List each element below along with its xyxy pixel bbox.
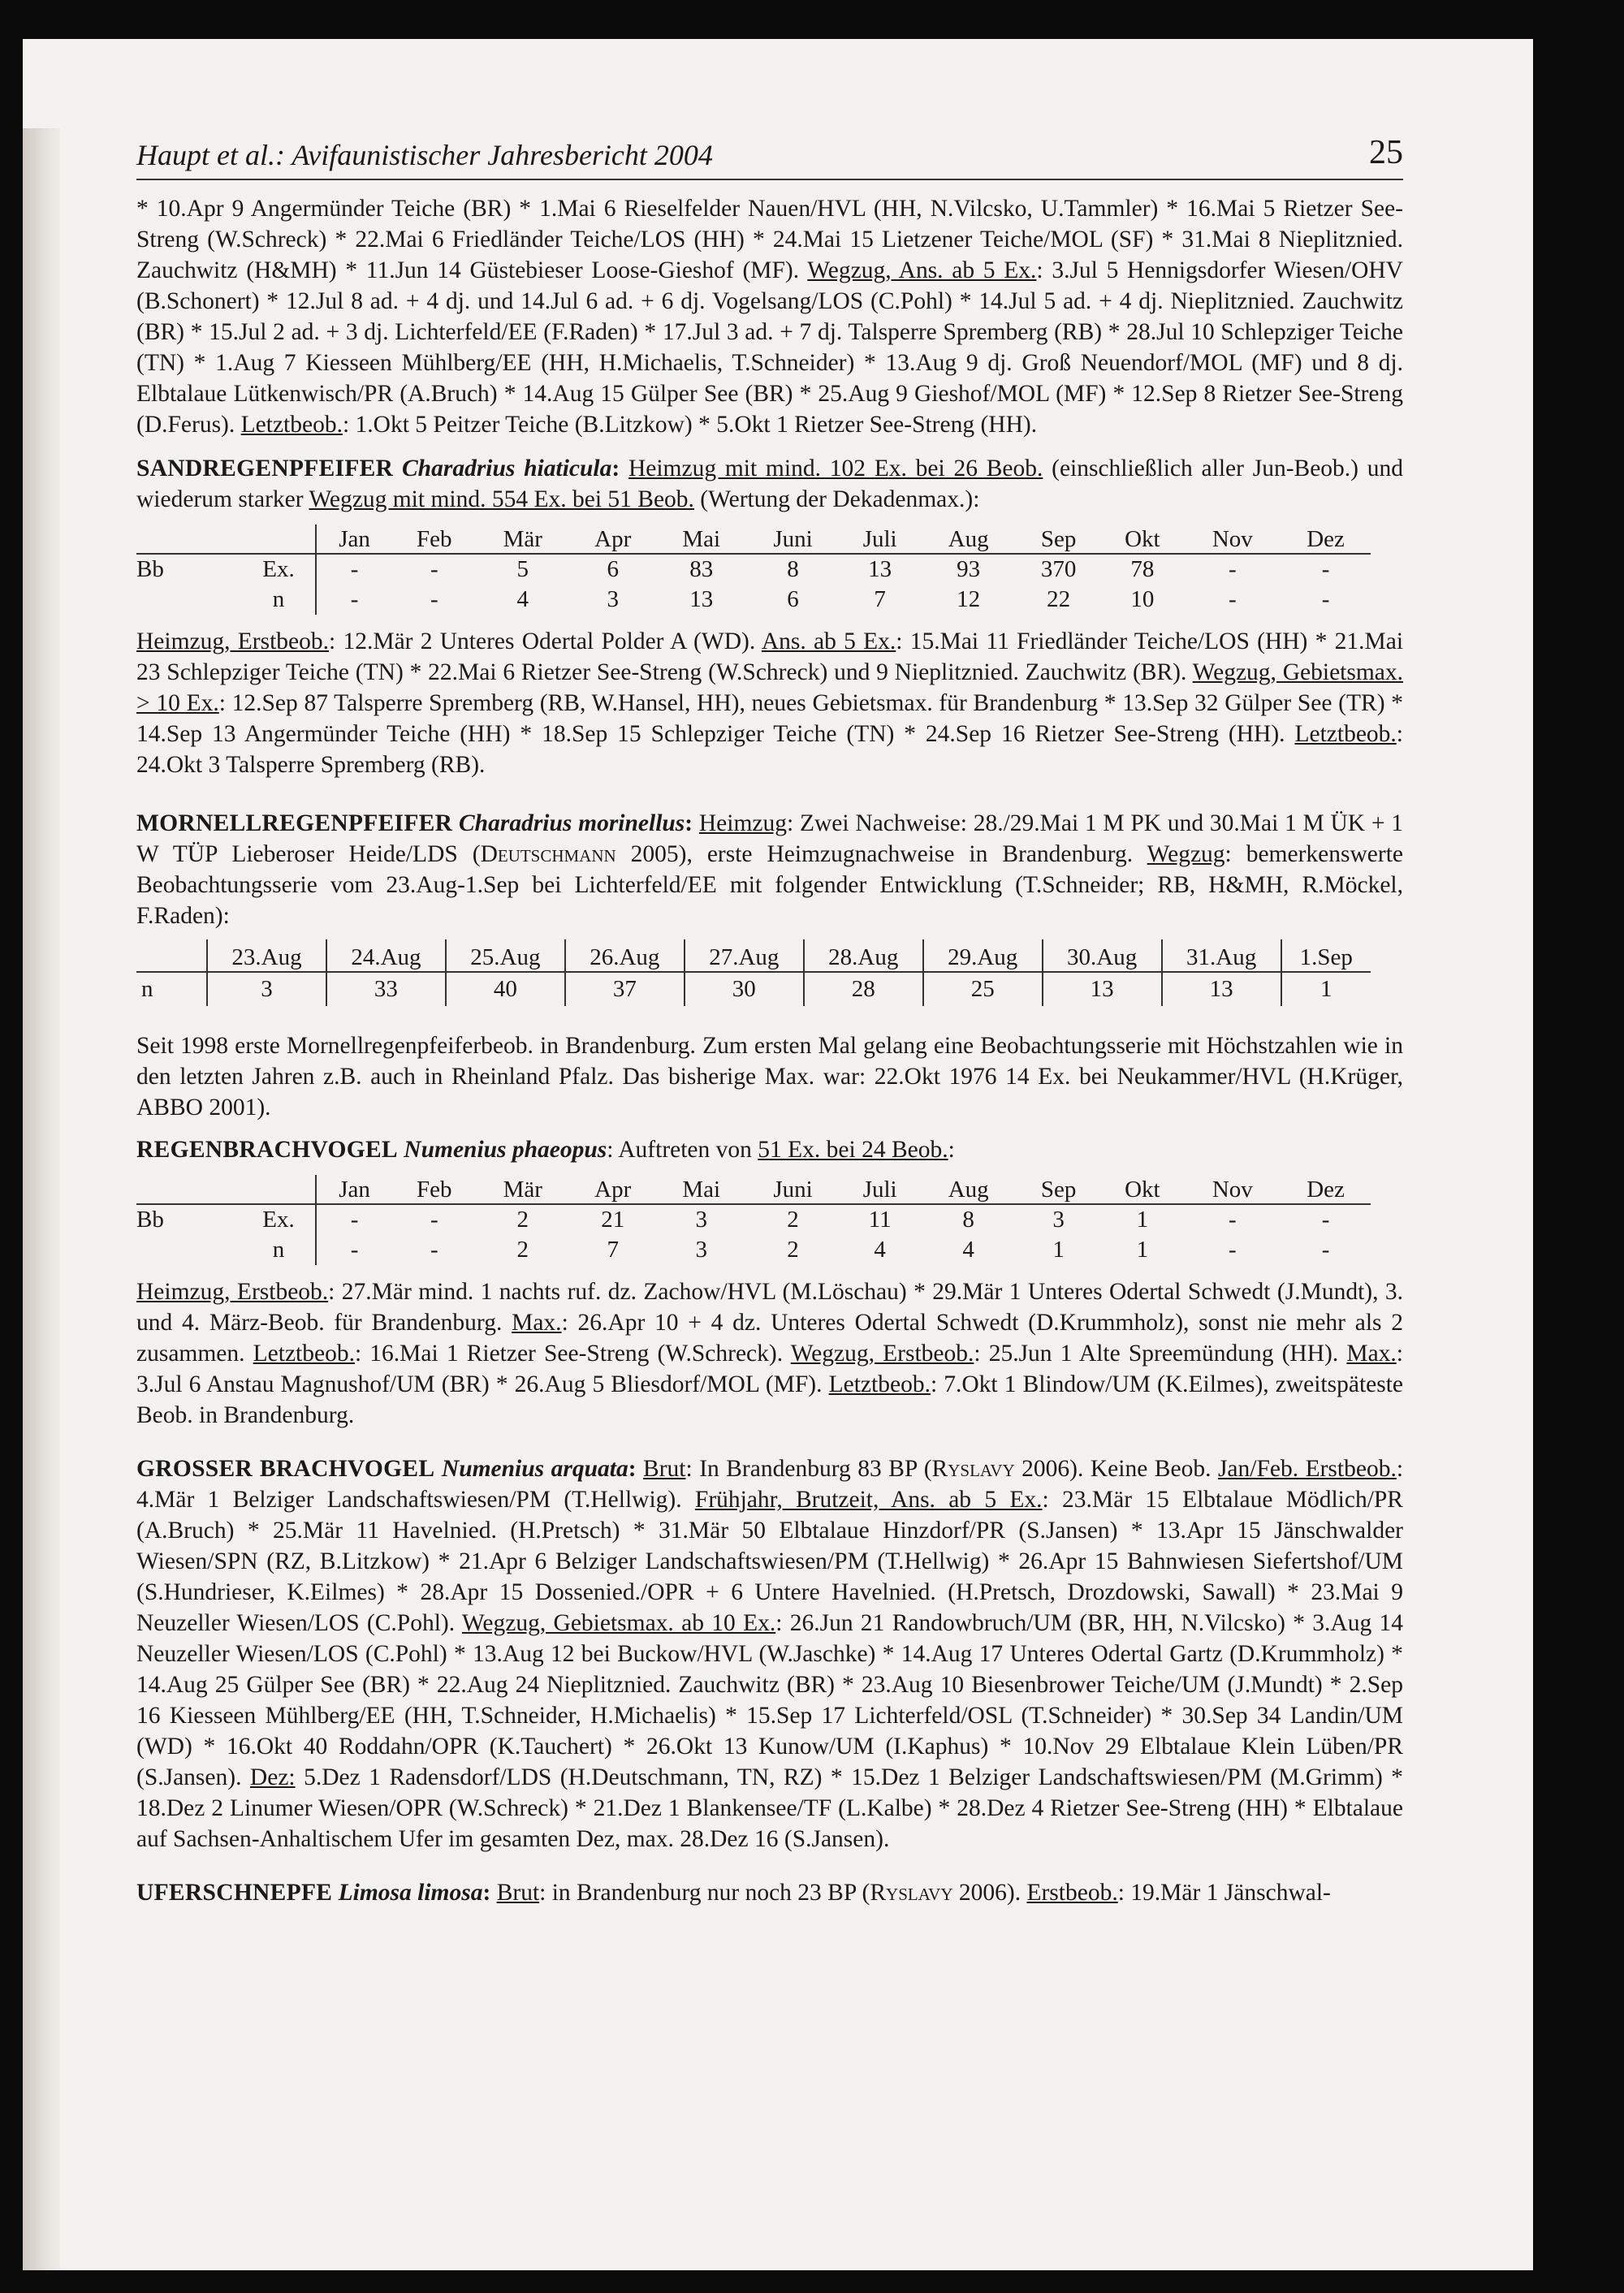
ul-text: Wegzug, Gebietsmax. ab 10 Ex.: [461, 1610, 776, 1636]
table-cell: 370: [1040, 556, 1077, 582]
intro-ul-wegzug: Wegzug, Ans. ab 5 Ex.: [807, 257, 1037, 283]
row-sublabel: Ex.: [242, 554, 316, 585]
text: : 7.Okt 1 Blindow/UM (K.Eilmes), zweitspäteste Beob. in Brandenburg.: [136, 1371, 1404, 1428]
table-cell: 78: [1130, 556, 1155, 582]
ul-text: Wegzug mit mind. 554 Ex. bei 51 Beob.: [309, 486, 694, 512]
table-cell: 33: [326, 972, 446, 1006]
ul-text: Brut: [496, 1880, 540, 1906]
table-cell: 13: [689, 586, 714, 612]
table-cell: 40: [446, 972, 565, 1006]
table-cell: 2: [787, 1237, 799, 1263]
month-header: Juni: [746, 1175, 840, 1204]
species-sci: Charadrius hiaticula: [402, 456, 612, 481]
table-cell: 3: [695, 1237, 707, 1263]
month-header: Mai: [656, 1175, 746, 1204]
month-header: Nov: [1185, 525, 1281, 554]
text: : 23.Mär 15 Elbtalaue Mödlich/PR (A.Bruch) * 25.Mär 11 Havelnied. (H.Pretsch) * 31.Mär 50 Elbtalaue Hinzdorf/PR (S.Jansen) * 13.Apr 15 Jänschwalder Wiesen/SPN (RZ, B.Litzkow) * 21.Apr 6 Belziger Landschaftswiesen/PM (T.Hellwig) * 26.Apr 15 Bahnwiesen Siefertshof/UM (S.Hundrieser, K.Eilmes) * 28.Apr 15 Dossenied./OPR + 6 Untere Havelnied. (H.Pretsch, Drozdowski, Sawall) * 23.Mai 9 Neuzeller Wiesen/LOS (C.Pohl).: [136, 1487, 1403, 1636]
table-cell: 3: [607, 586, 619, 612]
mornell-intro: MORNELLREGENPFEIFER Charadrius morinellus: Heimzug: Zwei Nachweise: 28./29.Mai 1 M PK und 30.Mai 1 M ÜK + 1 W TÜP Lieberoser Heide/LDS (Deutschmann 2005), erste Heimzugnachweise in Brandenburg. Wegzug: bemerkenswerte Beobachtungsserie vom 23.Aug-1.Sep bei Lichterfeld/EE mit folgender Entwicklung (T.Schneider; RB, H&MH, R.Möckel, F.Raden):: [136, 810, 1404, 929]
text: : 24.Okt 3 Talsperre Spremberg (RB).: [136, 721, 1403, 778]
month-header: Jan: [316, 1175, 392, 1204]
row-sublabel: n: [242, 585, 316, 615]
ul-text: Heimzug mit mind. 102 Ex. bei 26 Beob.: [628, 456, 1043, 481]
month-header: Dez: [1281, 1175, 1371, 1204]
regenbrachvogel-details: [136, 1276, 1403, 1431]
sandregenpfeifer-table: [136, 525, 1371, 615]
month-header: Dez: [1281, 525, 1371, 554]
ul-text: Wegzug, Erstbeob.: [790, 1341, 974, 1367]
table-header-row: [136, 525, 1371, 554]
table-cell: 3: [1052, 1207, 1065, 1233]
table-cell: -: [1228, 1207, 1237, 1233]
table-row: [136, 1204, 1371, 1235]
ul-text: 51 Ex. bei 24 Beob.: [758, 1137, 948, 1163]
date-header: 28.Aug: [804, 939, 923, 972]
month-header: Apr: [569, 525, 656, 554]
month-header: Mai: [656, 525, 746, 554]
intro-paragraph: [136, 193, 1403, 440]
table-cell: 6: [787, 586, 799, 612]
author-citation: Ryslavy: [870, 1880, 953, 1906]
text: 2006).: [952, 1880, 1021, 1906]
table-cell: 2: [787, 1207, 799, 1233]
ul-text: Erstbeob.: [1026, 1880, 1118, 1906]
table-cell: 4: [962, 1237, 974, 1263]
table-cell: 22: [1047, 586, 1071, 612]
species-sci: Charadrius morinellus: [459, 810, 685, 836]
month-header: Feb: [392, 525, 476, 554]
table-cell: -: [350, 1237, 359, 1263]
ul-text: Heimzug, Erstbeob.: [136, 1279, 329, 1305]
ul-text: Letztbeob.: [1294, 721, 1397, 747]
table-cell: 37: [565, 972, 685, 1006]
ul-text: Letztbeob.: [253, 1341, 355, 1367]
page-edge-shadow: [23, 128, 60, 2270]
month-header: Okt: [1100, 1175, 1184, 1204]
text: : 16.Mai 1 Rietzer See-Streng (W.Schreck).: [354, 1341, 784, 1367]
text: (einschließlich aller Jun-Beob.) und wiederum starker: [136, 456, 1403, 512]
table-cell: 7: [607, 1237, 619, 1263]
ul-text: Frühjahr, Brutzeit, Ans. ab 5 Ex.: [694, 1487, 1043, 1513]
table-cell: 1: [1320, 976, 1332, 1002]
table-row: [136, 972, 1371, 1006]
table-cell: 1: [1136, 1207, 1149, 1233]
table-cell: 7: [874, 586, 886, 612]
author-citation: Deutschmann: [480, 841, 616, 867]
table-cell: 13: [1162, 972, 1281, 1006]
table-cell: -: [1321, 586, 1330, 612]
text: : 15.Mai 11 Friedländer Teiche/LOS (HH) * 21.Mai 23 Schlepziger Teiche (TN) * 22.Mai 6 Rietzer See-Streng (W.Schreck) und 9 Nieplitznied. Zauchwitz (BR).: [136, 628, 1404, 685]
ul-text: Max.: [1346, 1341, 1397, 1367]
month-header: Mär: [476, 1175, 569, 1204]
table-cell: -: [430, 586, 438, 612]
month-header: Juni: [746, 525, 840, 554]
table-cell: 30: [685, 972, 804, 1006]
date-header: 30.Aug: [1043, 939, 1162, 972]
date-header: 23.Aug: [207, 939, 326, 972]
regenbrachvogel-table: [136, 1175, 1371, 1265]
date-header: 25.Aug: [446, 939, 565, 972]
table-cell: 2: [516, 1237, 529, 1263]
ul-text: Jan/Feb. Erstbeob.: [1217, 1456, 1397, 1482]
text: : Auftreten von: [607, 1137, 758, 1163]
intro-ul-letzt: Letztbeob.: [240, 412, 343, 438]
month-header: Juli: [840, 525, 920, 554]
date-header: 31.Aug: [1162, 939, 1281, 972]
species-name: SANDREGENPFEIFER: [136, 456, 394, 481]
table-cell: 5: [516, 556, 529, 582]
date-header: 29.Aug: [923, 939, 1043, 972]
table-row: [136, 1235, 1371, 1265]
row-sublabel: n: [242, 1235, 316, 1265]
ul-text: Wegzug: [1147, 841, 1225, 867]
mornell-details: Seit 1998 erste Mornellregenpfeiferbeob. in Brandenburg. Zum ersten Mal gelang eine Beobachtungsserie mit Höchstzahlen wie in den letzten Jahren z.B. auch in Rheinland Pfalz. Das bisherige Max. war: 22.Okt 1976 14 Ex. bei Neukammer/HVL (H.Krüger, ABBO 2001).: [136, 1033, 1403, 1121]
table-cell: -: [430, 1207, 438, 1233]
species-sci: Numenius arquata: [441, 1456, 628, 1482]
row-sublabel: Ex.: [242, 1204, 316, 1235]
table-cell: -: [350, 556, 359, 582]
date-header: 1.Sep: [1281, 939, 1371, 972]
month-header: Jan: [316, 525, 392, 554]
table-cell: -: [430, 556, 438, 582]
table-cell: 1: [1136, 1237, 1149, 1263]
text: 2006). Keine Beob.: [1014, 1456, 1218, 1482]
table-cell: 28: [804, 972, 923, 1006]
table-header-row: [136, 1175, 1371, 1204]
table-cell: 3: [695, 1207, 707, 1233]
species-name: MORNELLREGENPFEIFER: [136, 810, 453, 836]
table-row: [136, 585, 1371, 615]
text: : 26.Apr 10 + 4 dz. Unteres Odertal Schwedt (D.Krummholz), sonst nie mehr als 2 zusammen.: [136, 1310, 1404, 1367]
month-header: Sep: [1017, 1175, 1100, 1204]
species-name: UFERSCHNEPFE: [136, 1880, 333, 1906]
intro-end: : 1.Okt 5 Peitzer Teiche (B.Litzkow) * 5.Okt 1 Rietzer See-Streng (HH).: [342, 412, 1038, 438]
ul-text: Brut: [643, 1456, 686, 1482]
text: (Wertung der Dekadenmax.):: [693, 486, 980, 512]
date-header: 24.Aug: [326, 939, 446, 972]
table-row: [136, 554, 1371, 585]
text: : 27.Mär mind. 1 nachts ruf. dz. Zachow/HVL (M.Löschau) * 29.Mär 1 Unteres Odertal Schwedt (J.Mundt), 3. und 4. März-Beob. für Brandenburg.: [136, 1279, 1404, 1336]
table-cell: 83: [689, 556, 714, 582]
table-cell: 11: [868, 1207, 892, 1233]
text: :: [948, 1137, 955, 1163]
month-header: Mär: [476, 525, 569, 554]
ul-text: Heimzug: [698, 810, 788, 836]
date-header: 26.Aug: [565, 939, 685, 972]
table-cell: 4: [874, 1237, 886, 1263]
table-cell: 13: [868, 556, 892, 582]
table-cell: 4: [516, 586, 529, 612]
table-cell: -: [1228, 556, 1237, 582]
mornell-table: [136, 939, 1371, 1006]
table-cell: -: [350, 1207, 359, 1233]
running-header: [136, 120, 1403, 180]
species-name: REGENBRACHVOGEL: [136, 1137, 398, 1163]
uferschnepfe-paragraph: UFERSCHNEPFE Limosa limosa: Brut: in Brandenburg nur noch 23 BP (Ryslavy 2006). Erstbeob.: 19.Mär 1 Jänschwal-: [136, 1880, 1331, 1906]
regenbrachvogel-intro: [136, 1134, 1403, 1165]
table-cell: 93: [957, 556, 981, 582]
table-cell: 3: [207, 972, 326, 1006]
table-cell: -: [1228, 1237, 1237, 1263]
text: : 19.Mär 1 Jänschwal-: [1117, 1880, 1331, 1906]
text: : 12.Sep 87 Talsperre Spremberg (RB, W.Hansel, HH), neues Gebietsmax. für Brandenburg * 13.Sep 32 Gülper See (TR) * 14.Sep 13 Angermünder Teiche (HH) * 18.Sep 15 Schlepziger Teiche (TN) * 24.Sep 16 Rietzer See-Streng (HH).: [136, 690, 1403, 747]
page-number: 25: [1369, 134, 1403, 171]
ul-text: Ans. ab 5 Ex.: [761, 628, 896, 654]
ul-text: Wegzug, Gebietsmax. > 10 Ex.: [136, 659, 1403, 716]
month-header: Aug: [920, 525, 1017, 554]
month-header: Sep: [1017, 525, 1100, 554]
header-title: Haupt et al.: Avifaunistischer Jahresbericht 2004: [136, 139, 713, 171]
ul-text: Heimzug, Erstbeob.: [136, 628, 330, 654]
ul-text: Letztbeob.: [828, 1371, 931, 1397]
text: : 26.Jun 21 Randowbruch/UM (BR, HH, N.Vilcsko) * 3.Aug 14 Neuzeller Wiesen/LOS (C.Pohl) * 13.Aug 12 bei Buckow/HVL (W.Jaschke) * 14.Aug 17 Unteres Odertal Gartz (D.Krummholz) * 14.Aug 25 Gülper See (BR) * 22.Aug 24 Nieplitznied. Zauchwitz (BR) * 23.Aug 10 Biesenbrower Teiche/UM (J.Mundt) * 2.Sep 16 Kiesseen Mühlberg/EE (HH, T.Schneider, H.Michaelis) * 15.Sep 17 Lichterfeld/OSL (T.Schneider) * 30.Sep 34 Landin/UM (WD) * 16.Okt 40 Roddahn/OPR (K.Tauchert) * 26.Okt 13 Kunow/UM (I.Kaphus) * 10.Nov 29 Elbtalaue Klein Lüben/PR (S.Jansen).: [136, 1610, 1403, 1790]
month-header: Apr: [569, 1175, 656, 1204]
ul-text: Dez:: [249, 1764, 296, 1790]
row-label: n: [136, 972, 207, 1006]
month-header: Juli: [840, 1175, 920, 1204]
table-cell: 8: [787, 556, 799, 582]
table-cell: 21: [601, 1207, 625, 1233]
text: : in Brandenburg nur noch 23 BP (: [539, 1880, 870, 1906]
table-cell: 12: [957, 586, 981, 612]
text: : 4.Mär 1 Belziger Landschaftswiesen/PM (T.Hellwig).: [136, 1456, 1404, 1513]
table-cell: 10: [1130, 586, 1155, 612]
table-cell: -: [430, 1237, 438, 1263]
page: [23, 39, 1533, 2270]
month-header: Feb: [392, 1175, 476, 1204]
row-label: Bb: [136, 556, 164, 582]
table-cell: -: [1321, 556, 1330, 582]
text: : bemerkenswerte Beobachtungsserie vom 23.Aug-1.Sep bei Lichterfeld/EE mit folgender Entwicklung (T.Schneider; RB, H&MH, R.Möckel, F.Raden):: [136, 841, 1403, 929]
table-cell: 8: [962, 1207, 974, 1233]
table-cell: 25: [923, 972, 1043, 1006]
table-cell: 1: [1052, 1237, 1065, 1263]
table-cell: 2: [516, 1207, 529, 1233]
text: : In Brandenburg 83 BP (: [685, 1456, 932, 1482]
table-cell: -: [1321, 1207, 1330, 1233]
table-cell: -: [350, 586, 359, 612]
grosser-brachvogel-paragraph: GROSSER BRACHVOGEL Numenius arquata: Brut: In Brandenburg 83 BP (Ryslavy 2006). Keine Beob. Jan/Feb. Erstbeob.: 4.Mär 1 Belziger Landschaftswiesen/PM (T.Hellwig). Frühjahr, Brutzeit, Ans. ab 5 Ex.: 23.Mär 15 Elbtalaue Mödlich/PR (A.Bruch) * 25.Mär 11 Havelnied. (H.Pretsch) * 31.Mär 50 Elbtalaue Hinzdorf/PR (S.Jansen) * 13.Apr 15 Jänschwalder Wiesen/SPN (RZ, B.Litzkow) * 21.Apr 6 Belziger Landschaftswiesen/PM (T.Hellwig) * 26.Apr 15 Bahnwiesen Siefertshof/UM (S.Hundrieser, K.Eilmes) * 28.Apr 15 Dossenied./OPR + 6 Untere Havelnied. (H.Pretsch, Drozdowski, Sawall) * 23.Mai 9 Neuzeller Wiesen/LOS (C.Pohl). Wegzug, Gebietsmax. ab 10 Ex.: 26.Jun 21 Randowbruch/UM (BR, HH, N.Vilcsko) * 3.Aug 14 Neuzeller Wiesen/LOS (C.Pohl) * 13.Aug 12 bei Buckow/HVL (W.Jaschke) * 14.Aug 17 Unteres Odertal Gartz (D.Krummholz) * 14.Aug 25 Gülper See (BR) * 22.Aug 24 Nieplitznied. Zauchwitz (BR) * 23.Aug 10 Biesenbrower Teiche/UM (J.Mundt) * 2.Sep 16 Kiesseen Mühlberg/EE (HH, T.Schneider, H.Michaelis) * 15.Sep 17 Lichterfeld/OSL (T.Schneider) * 30.Sep 34 Landin/UM (WD) * 16.Okt 40 Roddahn/OPR (K.Tauchert) * 26.Okt 13 Kunow/UM (I.Kaphus) * 10.Nov 29 Elbtalaue Klein Lüben/PR (S.Jansen). Dez: 5.Dez 1 Radensdorf/LDS (H.Deutschmann, TN, RZ) * 15.Dez 1 Belziger Landschaftswiesen/PM (M.Grimm) * 18.Dez 2 Linumer Wiesen/OPR (W.Schreck) * 21.Dez 1 Blankensee/TF (L.Kalbe) * 28.Dez 4 Rietzer See-Streng (HH) * Elbtalaue auf Sachsen-Anhaltischem Ufer im gesamten Dez, max. 28.Dez 16 (S.Jansen).: [136, 1456, 1404, 1852]
text: : Zwei Nachweise: 28./29.Mai 1 M PK und 30.Mai 1 M ÜK + 1 W TÜP Lieberoser Heide/LDS (: [136, 810, 1404, 867]
text: 2005), erste Heimzugnachweise in Brandenburg.: [615, 841, 1134, 867]
text: 5.Dez 1 Radensdorf/LDS (H.Deutschmann, TN, RZ) * 15.Dez 1 Belziger Landschaftswiesen/PM (M.Grimm) * 18.Dez 2 Linumer Wiesen/OPR (W.Schreck) * 21.Dez 1 Blankensee/TF (L.Kalbe) * 28.Dez 4 Rietzer See-Streng (HH) * Elbtalaue auf Sachsen-Anhaltischem Ufer im gesamten Dez, max. 28.Dez 16 (S.Jansen).: [136, 1764, 1404, 1852]
ul-text: Max.: [512, 1310, 562, 1336]
author-citation: Ryslavy: [931, 1456, 1015, 1482]
date-header: 27.Aug: [685, 939, 804, 972]
text: : 3.Jul 6 Anstau Magnushof/UM (BR) * 26.Aug 5 Bliesdorf/MOL (MF).: [136, 1341, 1403, 1397]
text: : 12.Mär 2 Unteres Odertal Polder A (WD).: [329, 628, 756, 654]
page-content: [136, 120, 1403, 1908]
sandregenpfeifer-intro: SANDREGENPFEIFER Charadrius hiaticula: Heimzug mit mind. 102 Ex. bei 26 Beob. (einschließlich aller Jun-Beob.) und wiederum starker Wegzug mit mind. 554 Ex. bei 51 Beob. (Wertung der Dekadenmax.):: [136, 456, 1403, 512]
intro-mid: : 3.Jul 5 Hennigsdorfer Wiesen/OHV (B.Schonert) * 12.Jul 8 ad. + 4 dj. und 14.Jul 6 ad. + 6 dj. Vogelsang/LOS (C.Pohl) * 14.Jul 5 ad. + 4 dj. Nieplitznied. Zauchwitz (BR) * 15.Jul 2 ad. + 3 dj. Lichterfeld/EE (F.Raden) * 17.Jul 3 ad. + 7 dj. Talsperre Spremberg (RB) * 28.Jul 10 Schlepziger Teiche (TN) * 1.Aug 7 Kiesseen Mühlberg/EE (HH, H.Michaelis, T.Schneider) * 13.Aug 9 dj. Groß Neuendorf/MOL (MF) und 8 dj. Elbtalaue Lütkenwisch/PR (A.Bruch) * 14.Aug 15 Gülper See (BR) * 25.Aug 9 Gieshof/MOL (MF) * 12.Sep 8 Rietzer See-Streng (D.Ferus).: [136, 257, 1403, 438]
table-header-row: [136, 939, 1371, 972]
species-sci: Numenius phaeopus: [404, 1137, 607, 1163]
table-cell: 6: [607, 556, 619, 582]
table-cell: -: [1228, 586, 1237, 612]
month-header: Okt: [1100, 525, 1184, 554]
species-sci: Limosa limosa: [338, 1880, 483, 1906]
text: : 25.Jun 1 Alte Spreemündung (HH).: [974, 1341, 1339, 1367]
sandregenpfeifer-details: [136, 626, 1403, 780]
table-cell: 13: [1043, 972, 1162, 1006]
month-header: Nov: [1185, 1175, 1281, 1204]
month-header: Aug: [920, 1175, 1017, 1204]
intro-text: * 10.Apr 9 Angermünder Teiche (BR) * 1.Mai 6 Rieselfelder Nauen/HVL (HH, N.Vilcsko, U.Tammler) * 16.Mai 5 Rietzer See-Streng (W.Schreck) * 22.Mai 6 Friedländer Teiche/LOS (HH) * 24.Mai 15 Lietzener Teiche/MOL (SF) * 31.Mai 8 Nieplitznied. Zauchwitz (H&MH) * 11.Jun 14 Güstebieser Loose-Gieshof (MF).: [136, 196, 1403, 283]
row-label: Bb: [136, 1207, 164, 1233]
table-cell: -: [1321, 1237, 1330, 1263]
species-name: GROSSER BRACHVOGEL: [136, 1456, 435, 1482]
